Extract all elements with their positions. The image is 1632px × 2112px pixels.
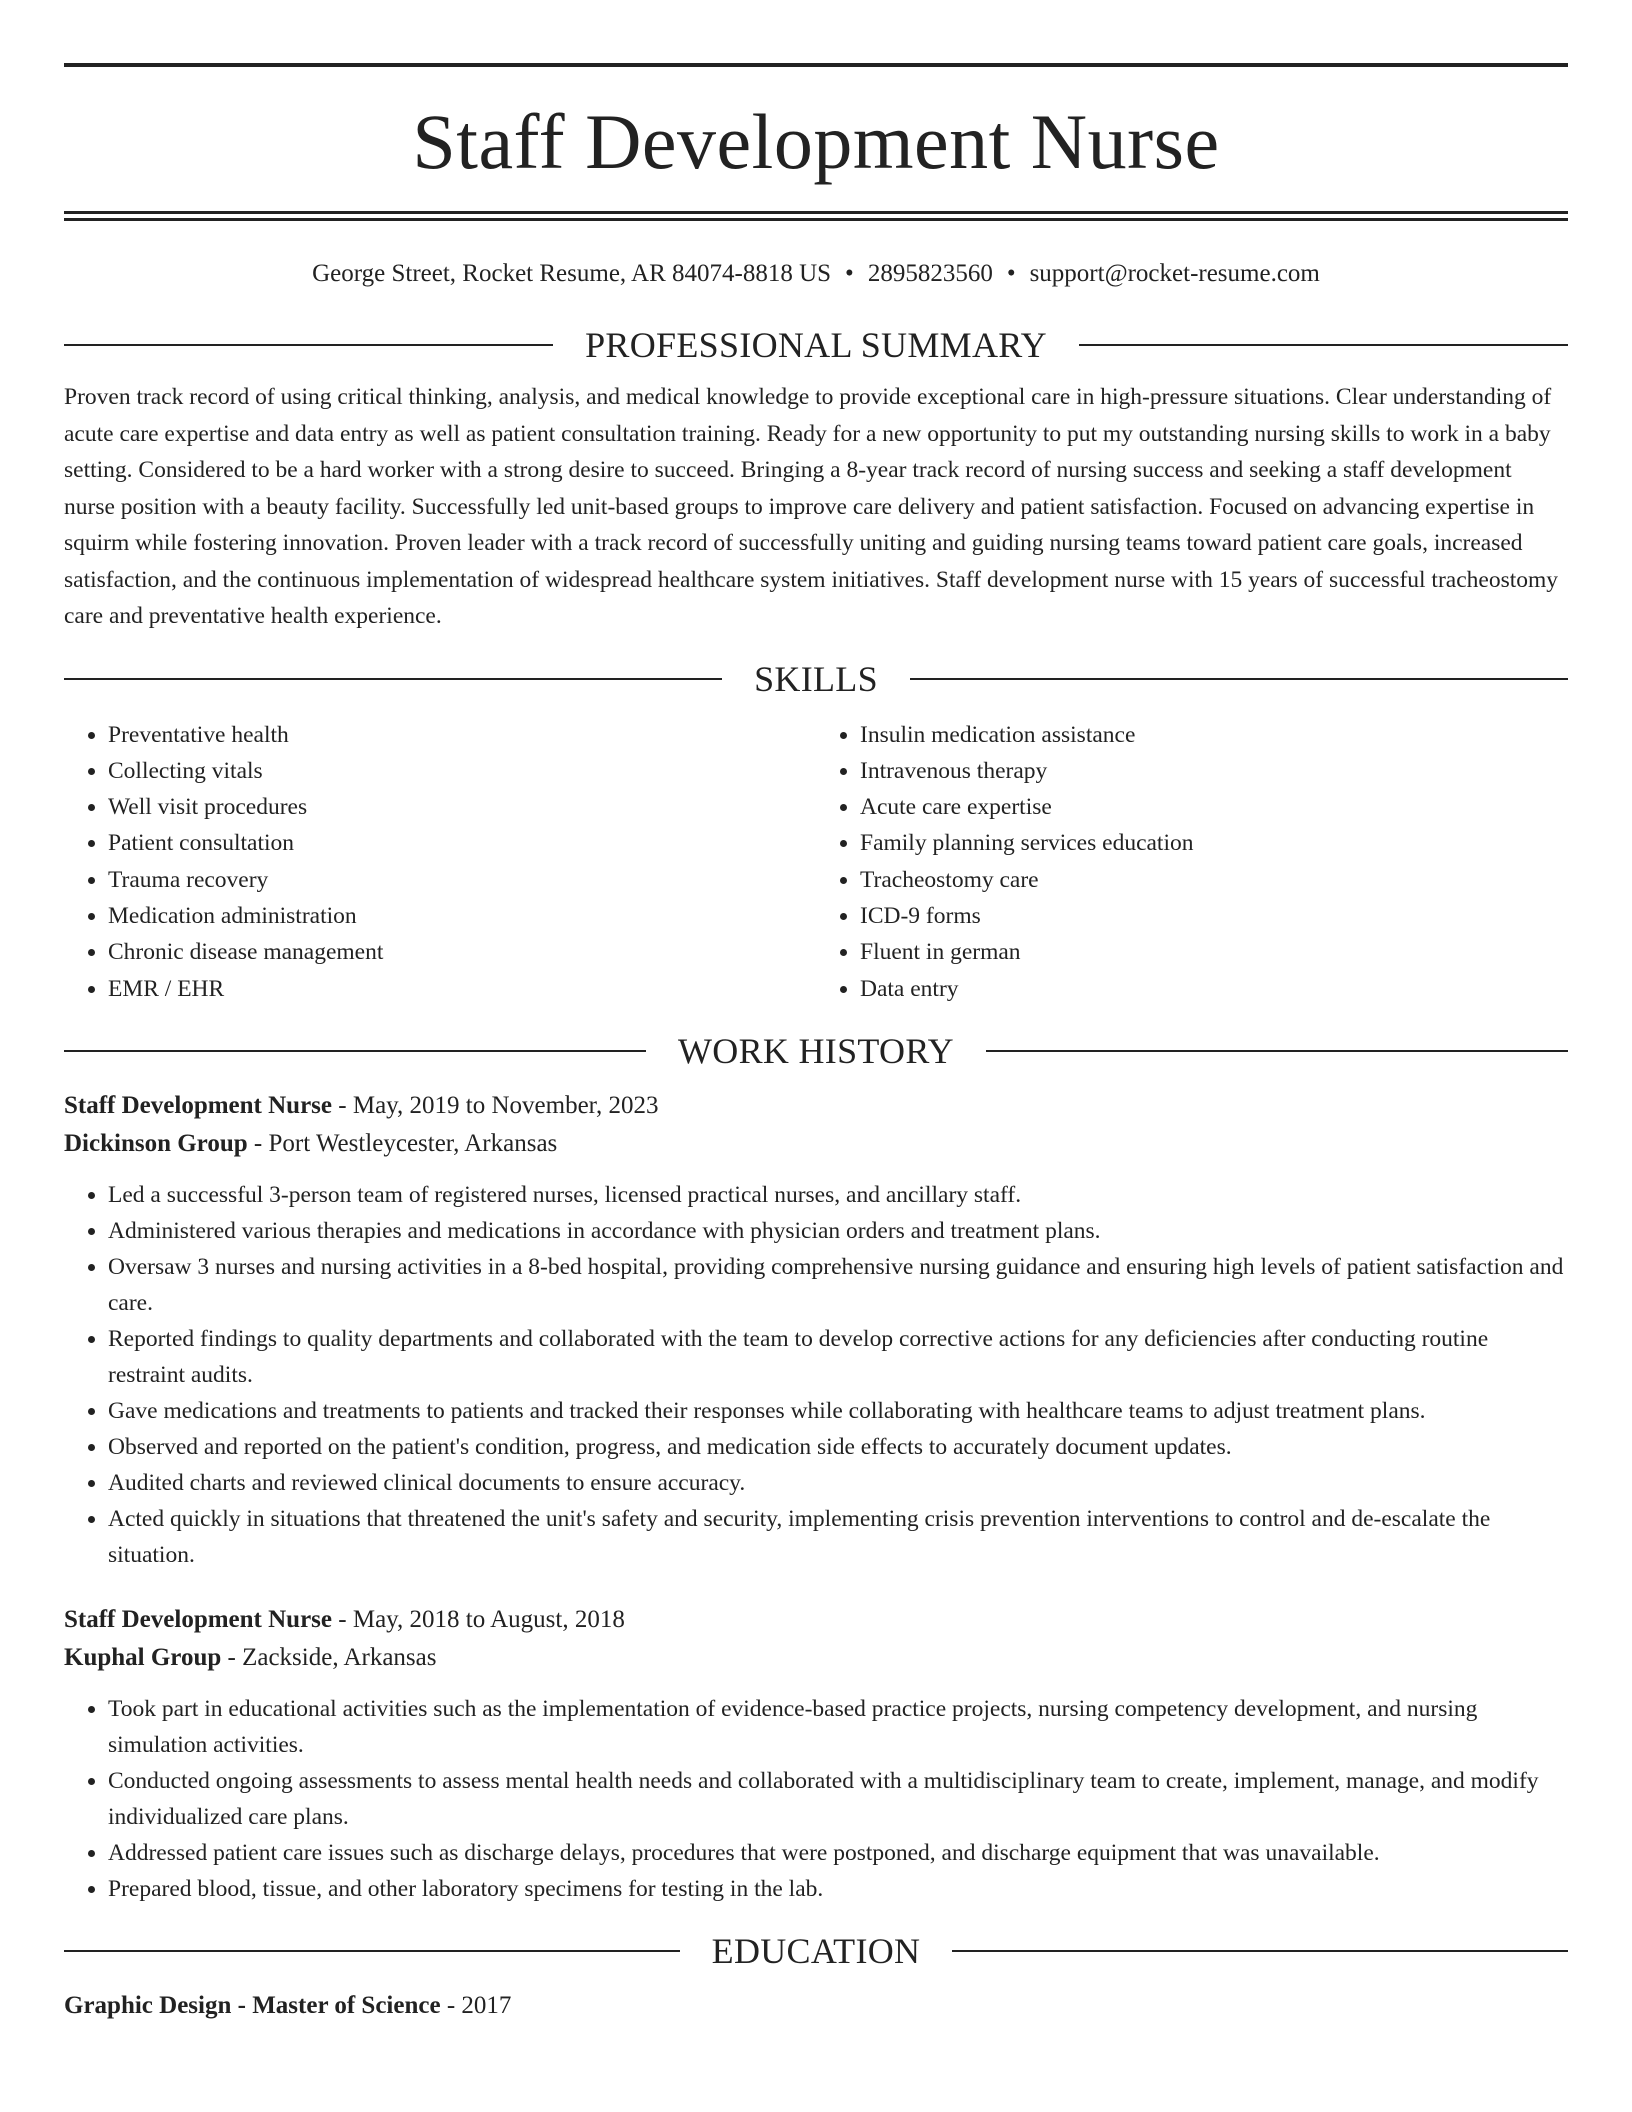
section-heading-summary xyxy=(64,323,1568,367)
skills-column-right xyxy=(816,717,1568,1007)
job-title-line xyxy=(64,1087,1568,1125)
education-entry xyxy=(64,1987,1568,2025)
job-bullet: • Conducted ongoing assessments to assess mental health needs and collaborated with a multidisciplinary team to create, implement, manage, and modify individualized care plans. xyxy=(108,1763,1568,1835)
section-heading-education xyxy=(64,1929,1568,1973)
job-title: Staff Development Nurse xyxy=(64,1605,333,1633)
section-label: EDUCATION xyxy=(711,1930,921,1971)
skill-item: • Intravenous therapy xyxy=(860,753,1568,789)
section-heading-skills xyxy=(64,657,1568,701)
skill-item: • Acute care expertise xyxy=(860,789,1568,825)
heading-rule-right xyxy=(1079,344,1568,346)
job-company: Dickinson Group xyxy=(64,1129,248,1157)
contact-separator: • xyxy=(845,260,854,287)
heading-rule-right xyxy=(986,1050,1568,1052)
skill-item: • EMR / EHR xyxy=(108,971,816,1007)
job-entry xyxy=(64,1601,1568,1907)
skill-item: • Family planning services education xyxy=(860,825,1568,861)
skill-item: • Fluent in german xyxy=(860,934,1568,970)
header-double-rule xyxy=(64,211,1568,221)
job-bullet: • Took part in educational activities such as the implementation of evidence-based practice projects, nursing competency development, and nursing simulation activities. xyxy=(108,1691,1568,1763)
skill-item: • Tracheostomy care xyxy=(860,862,1568,898)
skill-item: • Trauma recovery xyxy=(108,862,816,898)
contact-separator: • xyxy=(1006,260,1016,287)
section-label: SKILLS xyxy=(754,658,878,699)
job-dates: - May, 2019 to November, 2023 xyxy=(332,1091,659,1119)
resume-title: Staff Development Nurse xyxy=(412,98,1220,185)
job-entry xyxy=(64,1087,1568,1573)
job-bullet: • Administered various therapies and medications in accordance with physician orders and treatment plans. xyxy=(108,1213,1568,1249)
skill-item: • Chronic disease management xyxy=(108,934,816,970)
heading-rule-left xyxy=(64,344,553,346)
job-bullet: • Gave medications and treatments to patients and tracked their responses while collaborating with healthcare teams to adjust treatment plans. xyxy=(108,1393,1568,1429)
skill-item: • Patient consultation xyxy=(108,825,816,861)
skill-item: • Data entry xyxy=(860,971,1568,1007)
section-heading-work-history xyxy=(64,1029,1568,1073)
job-location: - Port Westleycester, Arkansas xyxy=(247,1129,558,1157)
professional-summary-text: Proven track record of using critical thinking, analysis, and medical knowledge to provide exceptional care in high-pressure situations. Clear understanding of acute care expertise and data entry as well as patient consultation training. Ready for a new opportunity to put my outstanding nursing skills to work in a baby setting. Considered to be a hard worker with a strong desire to succeed. Bringing a 8-year track record of nursing success and seeking a staff development nurse position with a beauty facility. Successfully led unit-based groups to improve care delivery and patient satisfaction. Focused on advancing expertise in squirm while fostering innovation. Proven leader with a track record of successfully uniting and guiding nursing teams toward patient care goals, increased satisfaction, and the continuous implementation of widespread healthcare system initiatives. Staff development nurse with 15 years of successful tracheostomy care and preventative health experience. xyxy=(64,384,1559,629)
skill-item: • Preventative health xyxy=(108,717,816,753)
job-bullet: • Observed and reported on the patient's condition, progress, and medication side effects to accurately document updates. xyxy=(108,1429,1568,1465)
skill-item: • Collecting vitals xyxy=(108,753,816,789)
contact-email: support@rocket-resume.com xyxy=(1029,260,1320,287)
heading-rule-right xyxy=(952,1950,1568,1952)
section-label: PROFESSIONAL SUMMARY xyxy=(585,325,1047,365)
work-history-list xyxy=(64,1087,1568,1907)
contact-address: George Street, Rocket Resume, AR 84074-8818 US xyxy=(312,260,832,287)
heading-rule-left xyxy=(64,1950,680,1952)
job-company-line xyxy=(64,1639,1568,1677)
job-company-line xyxy=(64,1125,1568,1163)
heading-rule-right xyxy=(910,678,1568,680)
job-bullets xyxy=(64,1177,1568,1573)
education-degree: Graphic Design - Master of Science xyxy=(64,1991,441,2019)
heading-rule-left xyxy=(64,1050,646,1052)
section-label: WORK HISTORY xyxy=(678,1030,954,1071)
job-bullet: • Addressed patient care issues such as discharge delays, procedures that were postponed, and discharge equipment that was unavailable. xyxy=(108,1835,1568,1871)
skill-item: • Well visit procedures xyxy=(108,789,816,825)
job-bullet: • Audited charts and reviewed clinical documents to ensure accuracy. xyxy=(108,1465,1568,1501)
job-title-line xyxy=(64,1601,1568,1639)
job-dates: - May, 2018 to August, 2018 xyxy=(332,1605,625,1633)
job-company: Kuphal Group xyxy=(64,1643,222,1671)
skill-item: • Insulin medication assistance xyxy=(860,717,1568,753)
job-bullet: • Oversaw 3 nurses and nursing activities in a 8-bed hospital, providing comprehensive nursing guidance and ensuring high levels of patient satisfaction and care. xyxy=(108,1249,1568,1321)
job-location: - Zackside, Arkansas xyxy=(221,1643,437,1671)
job-title: Staff Development Nurse xyxy=(64,1091,333,1119)
skills-list xyxy=(64,717,1568,1007)
skill-item: • Medication administration xyxy=(108,898,816,934)
job-bullets xyxy=(64,1691,1568,1907)
education-year: - 2017 xyxy=(440,1991,512,2019)
skills-column-left xyxy=(64,717,816,1007)
contact-line xyxy=(64,259,1568,289)
job-bullet: • Led a successful 3-person team of registered nurses, licensed practical nurses, and ancillary staff. xyxy=(108,1177,1568,1213)
job-bullet: • Reported findings to quality departments and collaborated with the team to develop corrective actions for any deficiencies after conducting routine restraint audits. xyxy=(108,1321,1568,1393)
skill-item: • ICD-9 forms xyxy=(860,898,1568,934)
job-bullet: • Acted quickly in situations that threatened the unit's safety and security, implementing crisis prevention interventions to control and de-escalate the situation. xyxy=(108,1501,1568,1573)
job-bullet: • Prepared blood, tissue, and other laboratory specimens for testing in the lab. xyxy=(108,1871,1568,1907)
header-top-rule xyxy=(64,63,1568,67)
contact-phone: 2895823560 xyxy=(867,260,993,287)
heading-rule-left xyxy=(64,678,722,680)
